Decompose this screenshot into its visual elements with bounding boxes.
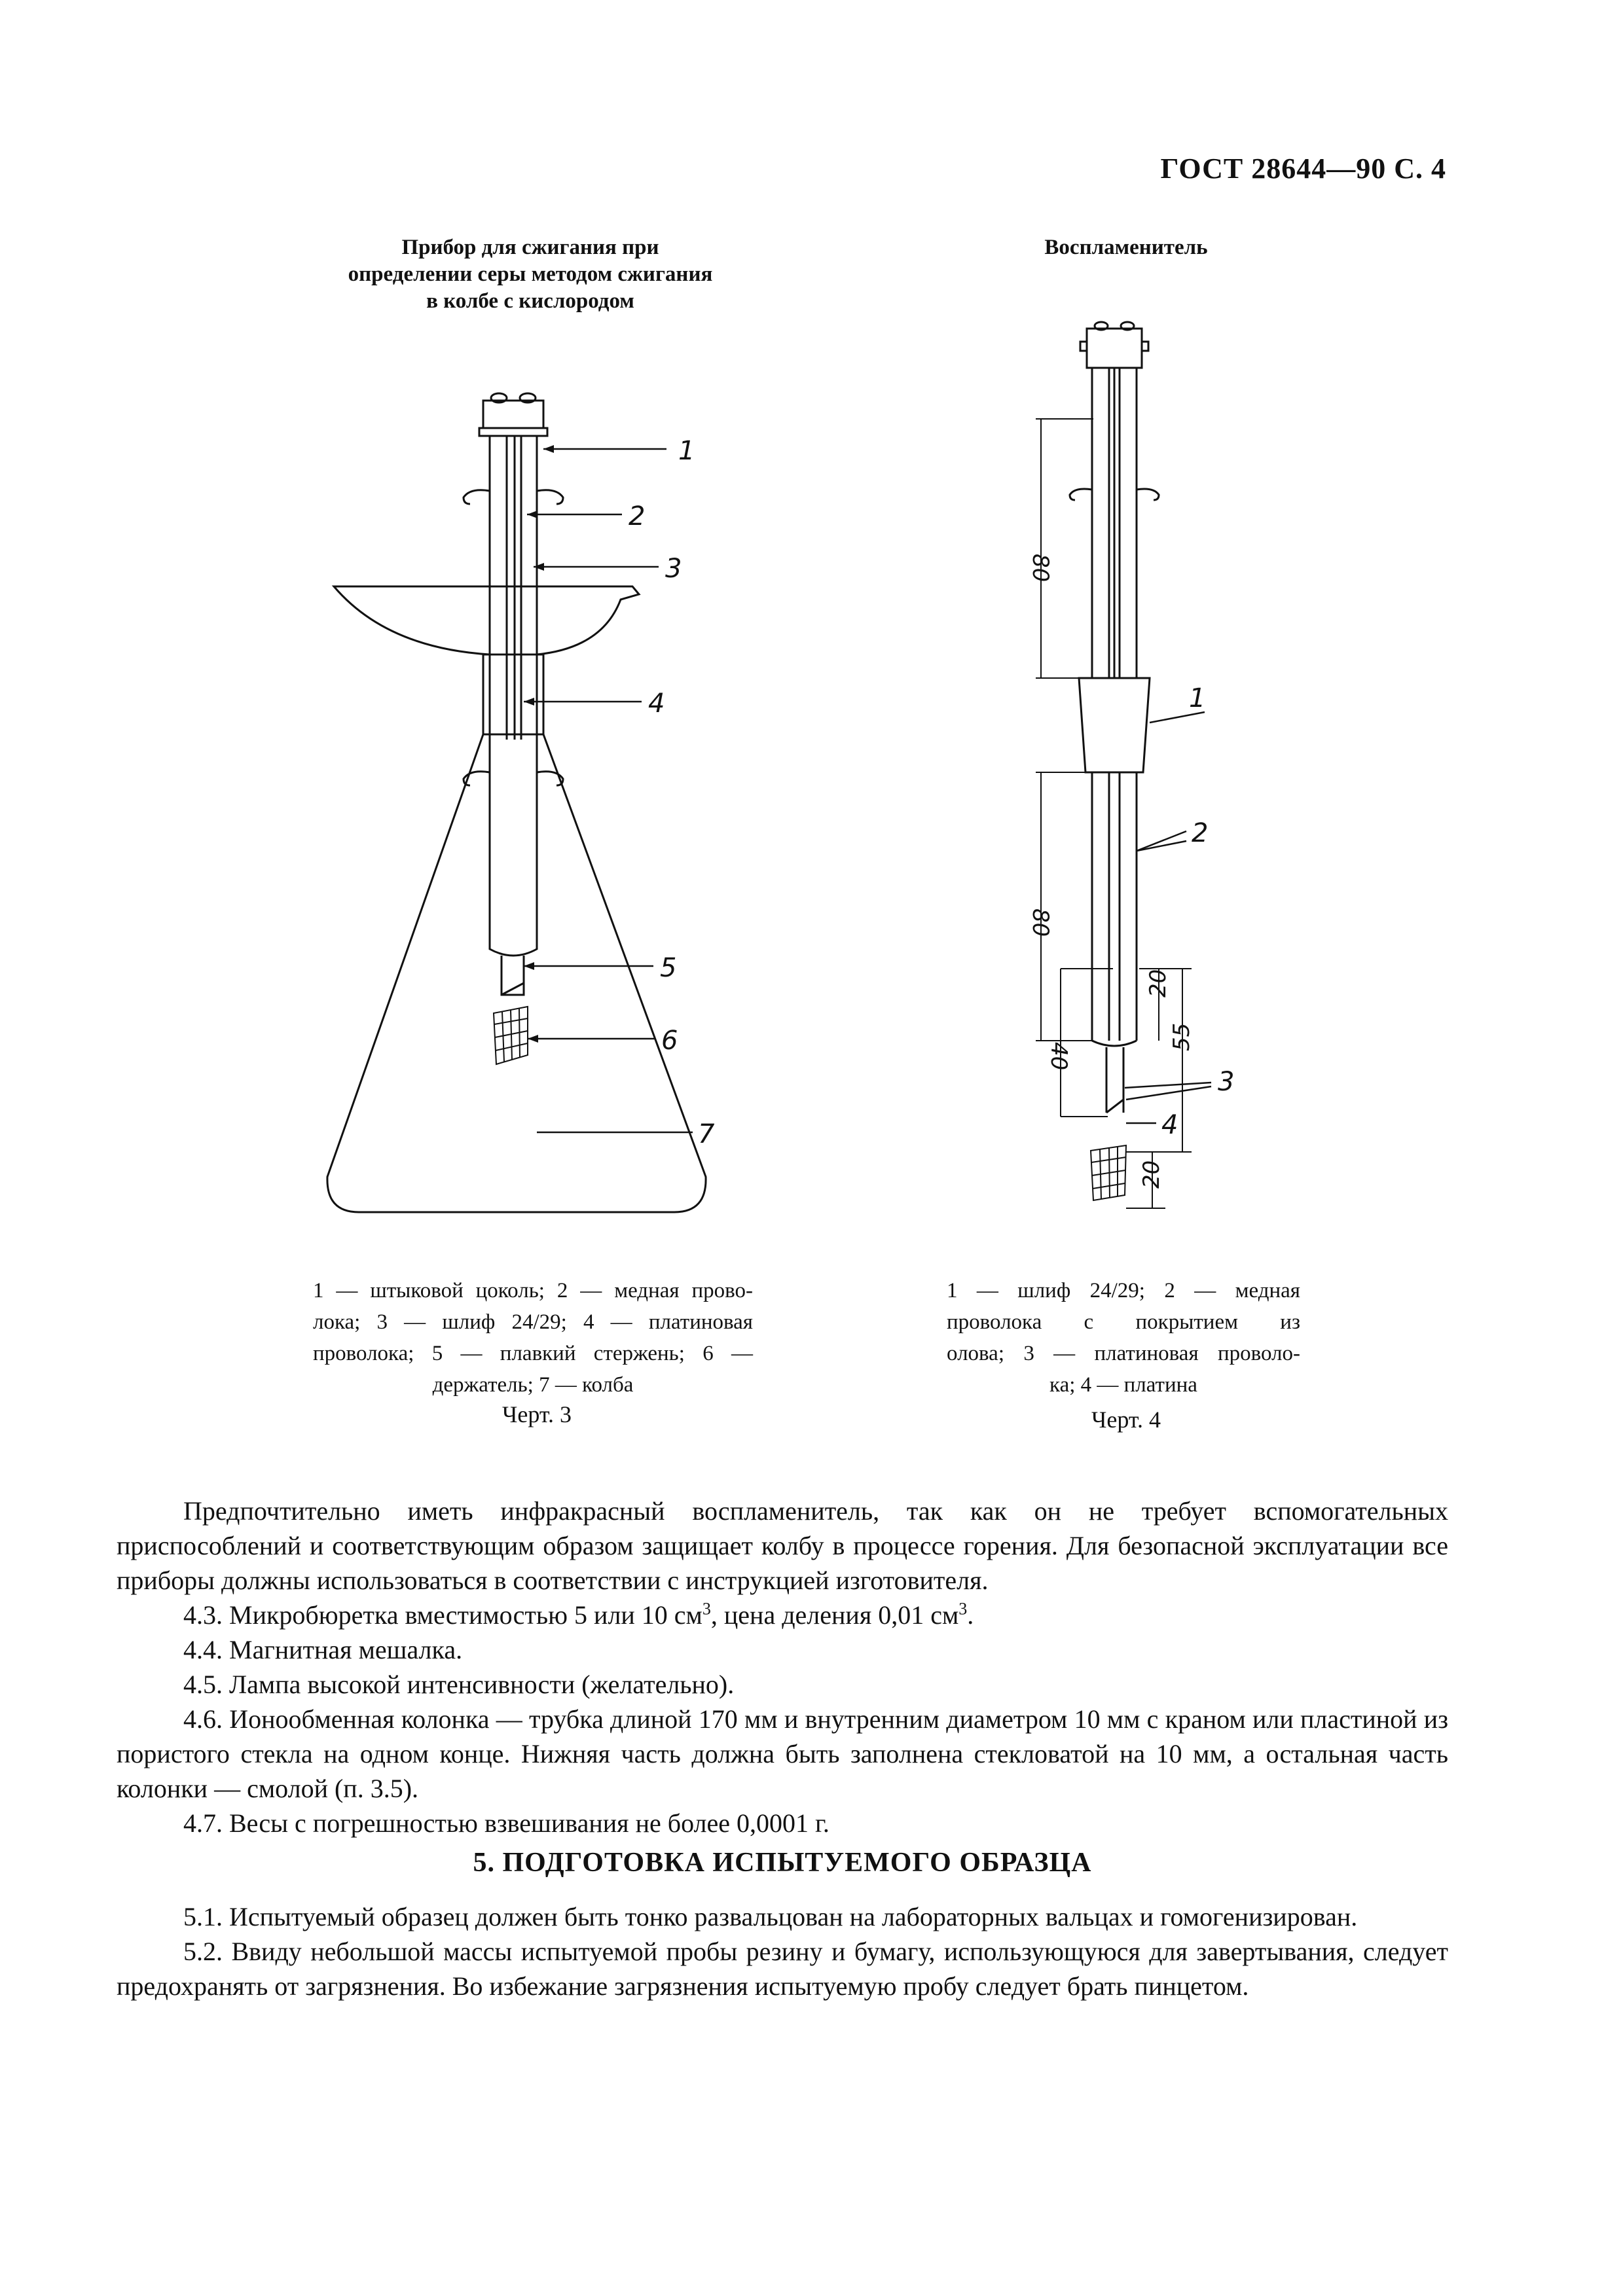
- document-header: ГОСТ 28644—90 С. 4: [1160, 152, 1446, 185]
- figure3-callout: 3: [665, 554, 682, 584]
- item-5-1: 5.1. Испытуемый образец должен быть тонко развальцован на лабораторных вальцах и гомогенизирован.: [183, 1902, 1358, 1931]
- figure3-callout: 4: [648, 689, 665, 719]
- figure4-dimension: 20: [1145, 969, 1171, 997]
- figure3-legend-line: держатель; 7 — колба: [432, 1373, 634, 1397]
- figure3-callout: 2: [629, 501, 646, 531]
- figure3-title-line: в колбе с кислородом: [426, 289, 634, 313]
- figure4-caption: Черт. 4: [1091, 1407, 1161, 1433]
- figure4-igniter-drawing: [995, 308, 1309, 1244]
- item-5-2: 5.2. Ввиду небольшой массы испытуемой пробы резину и бумагу, использующуюся для завертывания, следует предохранять от загрязнения. Во избежание загрязнения испытуемую пробу следует брать пинцетом.: [117, 1937, 1448, 2001]
- figure3-flask-drawing: [308, 386, 766, 1250]
- superscript: 3: [958, 1599, 968, 1619]
- item-4-3: 4.3. Микробюретка вместимостью 5 или 10 $см^3$, цена деления 0,01 $см^3$.: [183, 1599, 974, 1630]
- superscript: 3: [702, 1599, 711, 1619]
- section5-title: 5. ПОДГОТОВКА ИСПЫТУЕМОГО ОБРАЗЦА: [473, 1848, 1092, 1878]
- figure4-callout: 2: [1192, 818, 1209, 848]
- figure3-title-line: Прибор для сжигания при: [401, 236, 659, 259]
- figure3-legend-line: проволока; 5 — плавкий стержень; 6 —: [313, 1342, 753, 1365]
- figure4-legend-line: 1 — шлиф 24/29; 2 — медная: [947, 1279, 1300, 1302]
- figure4-legend-line: олова; 3 — платиновая проволо-: [947, 1342, 1300, 1365]
- ground-joint: [483, 655, 543, 734]
- platinum-mesh: [1091, 1145, 1126, 1200]
- figure3-legend-line: лока; 3 — шлиф 24/29; 4 — платиновая: [313, 1310, 753, 1334]
- flask: [327, 734, 706, 1212]
- figure4-callout: 1: [1189, 683, 1206, 713]
- bayonet-cap: [483, 401, 543, 428]
- item-4-3-text-a: 4.3. Микробюретка вместимостью 5 или 10 см: [183, 1600, 702, 1630]
- figure3-legend-line: 1 — штыковой цоколь; 2 — медная прово-: [313, 1279, 753, 1302]
- figure4-callout: 3: [1218, 1067, 1235, 1097]
- body-text: [117, 1494, 1448, 1840]
- item-4-7: 4.7. Весы с погрешностью взвешивания не более 0,0001 г.: [183, 1808, 830, 1838]
- mesh-holder: [494, 1007, 528, 1064]
- igniter-cap: [1087, 329, 1142, 368]
- figure4-dimension: 40: [1046, 1042, 1072, 1071]
- figure4-legend-line: проволока с покрытием из: [947, 1310, 1300, 1334]
- figure3-callout: 6: [661, 1026, 678, 1056]
- figure3-callout: 1: [678, 436, 695, 466]
- figure4-title: Воспламенитель: [1044, 236, 1208, 259]
- figure4-dimension: 20: [1139, 1160, 1165, 1189]
- figure4-legend: [947, 1275, 1300, 1401]
- figure4-dimension: 80: [1027, 554, 1053, 583]
- glass-bowl: [334, 586, 639, 655]
- figure3-title: [262, 234, 799, 315]
- item-4-6: 4.6. Ионообменная колонка — трубка длиной 170 мм и внутренним диаметром 10 мм с краном или пластиной из пористого стекла на одном конце. Нижняя часть должна быть заполнена стекловатой на 10 мм, а остальная часть колонки — смолой (п. 3.5).: [117, 1704, 1448, 1803]
- section5-text: [117, 1899, 1448, 2003]
- figure3-legend: [313, 1275, 753, 1401]
- item-4-4: 4.4. Магнитная мешалка.: [183, 1635, 463, 1664]
- figure4-legend-line: ка; 4 — платина: [1049, 1373, 1197, 1397]
- igniter-ground-joint: [1079, 678, 1150, 772]
- figure4-callout: 4: [1161, 1110, 1178, 1140]
- figure4-dimension: 80: [1027, 908, 1053, 937]
- figure3-caption: Черт. 3: [502, 1401, 572, 1427]
- figure3-callout: 7: [698, 1119, 715, 1149]
- figure4-dimension: 55: [1169, 1022, 1195, 1051]
- item-4-5: 4.5. Лампа высокой интенсивности (желательно).: [183, 1670, 735, 1699]
- item-4-3-text-b: , цена деления 0,01 см: [710, 1600, 959, 1630]
- intro-paragraph: Предпочтительно иметь инфракрасный воспламенитель, так как он не требует вспомогательных приспособлений и соответствующим образом защищает колбу в процессе горения. Для безопасной эксплуатации все приборы должны использоваться в соответствии с инструкцией изготовителя.: [117, 1496, 1448, 1595]
- figure3-callout: 5: [660, 953, 677, 983]
- figure3-title-line: определении серы методом сжигания: [348, 262, 713, 286]
